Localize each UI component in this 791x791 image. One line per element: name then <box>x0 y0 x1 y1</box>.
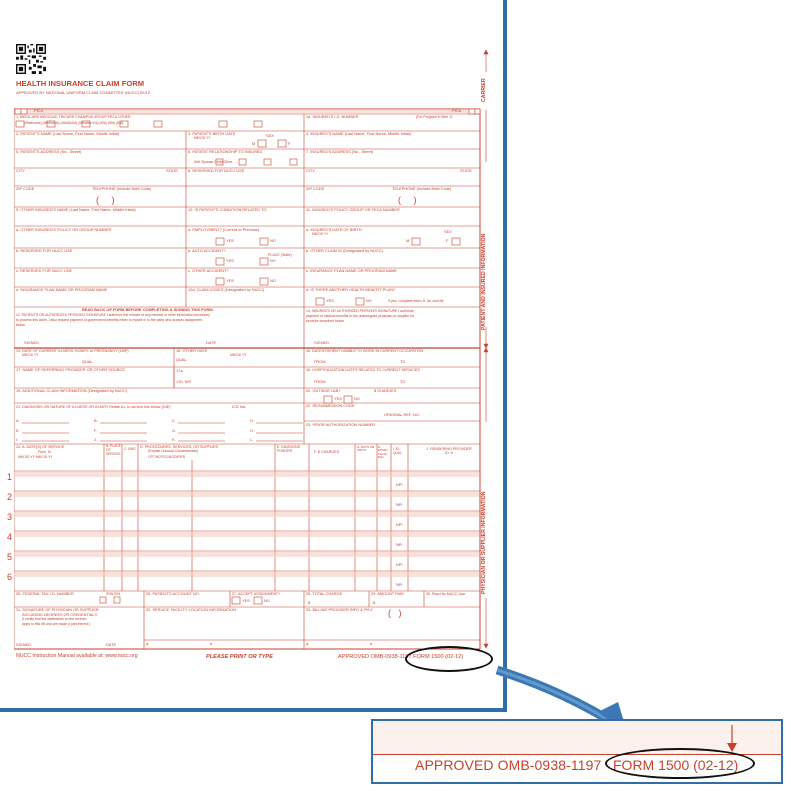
diagnosis-letter: J. <box>94 437 98 442</box>
box30-label: 30. Rsvd for NUCC Use <box>426 592 466 596</box>
diagnosis-letter: L. <box>250 437 254 442</box>
zoom-omb-number: APPROVED OMB-0938-1197 <box>415 757 602 773</box>
box3-sex: SEX <box>266 133 274 138</box>
side-physician-supplier: PHYSICIAN OR SUPPLIER INFORMATION <box>481 491 487 594</box>
box11c-label: c. INSURANCE PLAN NAME OR PROGRAM NAME <box>306 268 398 273</box>
box24e-label: E. DIAGNOSIS POINTER <box>277 445 300 453</box>
box15-date-format: MM DD YY <box>230 353 247 357</box>
box3-f: F <box>288 141 291 146</box>
pica-right: PICA <box>452 108 462 113</box>
box9c-label: c. RESERVED FOR NUCC USE <box>16 268 73 273</box>
box19-label: 19. ADDITIONAL CLAIM INFORMATION (Designated by NUCC) <box>16 388 128 393</box>
box33-parens: ( ) <box>388 608 402 618</box>
service-line-number: 5 <box>7 552 13 562</box>
box9d-label: d. INSURANCE PLAN NAME OR PROGRAM NAME <box>16 287 108 292</box>
box11a-date-format: MM DD YY <box>312 232 329 236</box>
state-right: STATE <box>460 168 472 173</box>
box14-date-format: MM DD YY <box>22 353 39 357</box>
highlight-oval-small <box>405 646 493 672</box>
box31-date: DATE <box>106 642 117 647</box>
box16-to: TO <box>400 359 406 364</box>
box18-from: FROM <box>314 379 326 384</box>
box15-qual: QUAL. <box>176 357 188 362</box>
box7-label: 7. INSURED'S ADDRESS (No., Street) <box>306 149 374 154</box>
box1-label: 1. MEDICARE MEDICAID TRICARE CHAMPVA GROUP FECA OTHER <box>16 115 131 119</box>
box33b: b. <box>370 641 374 646</box>
box29-dollar: $ <box>373 600 376 605</box>
box11a-f: F <box>446 238 449 243</box>
box17-label: 17. NAME OF REFERRING PROVIDER OR OTHER SOURCE <box>16 367 125 372</box>
zoom-form-version: FORM 1500 (02-12) <box>613 757 739 773</box>
service-line-npi: NPI <box>396 582 403 587</box>
box11b-label: b. OTHER CLAIM ID (Designated by NUCC) <box>306 248 383 253</box>
tel-right: TELEPHONE (Include Area Code) <box>392 186 452 191</box>
box27-no: NO <box>264 598 270 603</box>
box24a-label: 24. A. DATE(S) OF SERVICE <box>16 445 65 449</box>
service-line-number: 3 <box>7 512 13 522</box>
box28-dollar: $ <box>308 600 311 605</box>
service-line-number: 1 <box>7 472 13 482</box>
box20-no: NO <box>354 396 360 401</box>
box4-label: 4. INSURED'S NAME (Last Name, First Name, Middle Initial) <box>306 131 411 136</box>
box31-line2: INCLUDING DEGREES OR CREDENTIALS <box>22 613 97 617</box>
box27-yes: YES <box>242 598 250 603</box>
claim-form <box>7 42 491 673</box>
box10c-no: NO <box>270 278 276 283</box>
box22-label: 22. RESUBMISSION CODE <box>306 403 355 408</box>
highlight-oval-large <box>605 748 755 779</box>
tel-left-parens: ( ) <box>96 195 115 205</box>
box29-label: 29. AMOUNT PAID <box>371 591 404 596</box>
diagnosis-letter: B. <box>94 418 98 423</box>
box18-to: TO <box>400 379 406 384</box>
diagnosis-letter: D. <box>250 418 254 423</box>
box13-label: 13. INSURED'S OR AUTHORIZED PERSON'S SIGNATURE I authorize <box>306 309 415 313</box>
box24g-label: G. DAYS OR UNITS <box>357 445 375 453</box>
diagnosis-letter: G. <box>172 428 177 433</box>
box24b-label: B. PLACE OF SERVICE <box>106 444 121 456</box>
box10a-no: NO <box>270 238 276 243</box>
side-patient-insured: PATIENT AND INSURED INFORMATION <box>481 233 487 330</box>
box21-label: 21. DIAGNOSIS OR NATURE OF ILLNESS OR INJURY Relate A-L to service line below (24E) <box>16 405 171 409</box>
city-right: CITY <box>306 168 315 173</box>
box32b: b. <box>210 641 214 646</box>
box24a-from-to: From To <box>38 450 51 454</box>
box3-label: 3. PATIENT'S BIRTH DATE <box>188 131 236 136</box>
box16-from: FROM <box>314 359 326 364</box>
service-line-npi: NPI <box>396 522 403 527</box>
pica-left: PICA <box>34 108 44 113</box>
arrow-down-icon <box>725 725 739 753</box>
box11-label: 11. INSURED'S POLICY GROUP OR FECA NUMBER <box>306 207 400 212</box>
box15-label: 15. OTHER DATE <box>176 348 208 353</box>
box28-label: 28. TOTAL CHARGE <box>306 591 343 596</box>
tel-right-parens: ( ) <box>398 195 417 205</box>
box32-label: 32. SERVICE FACILITY LOCATION INFORMATION <box>146 607 237 612</box>
box27-label: 27. ACCEPT ASSIGNMENT? <box>232 592 281 596</box>
service-line-npi: NPI <box>396 562 403 567</box>
zoom-callout <box>371 719 783 784</box>
box11d-label: d. IS THERE ANOTHER HEALTH BENEFIT PLAN? <box>306 287 396 292</box>
box9a-label: a. OTHER INSURED'S POLICY OR GROUP NUMBER <box>16 227 112 232</box>
box11a-label: a. INSURED'S DATE OF BIRTH <box>306 227 362 232</box>
box13-line3: services described below. <box>306 319 345 323</box>
box8-label: 8. RESERVED FOR NUCC USE <box>188 168 245 173</box>
box25-label: 25. FEDERAL TAX I.D. NUMBER <box>16 591 74 596</box>
box17a-label: 17a. <box>176 368 184 373</box>
box24d-explain: (Explain Unusual Circumstances) <box>148 449 199 453</box>
form-title: HEALTH INSURANCE CLAIM FORM <box>16 79 145 88</box>
box10-label: 10. IS PATIENT'S CONDITION RELATED TO: <box>188 207 268 212</box>
box13-signed: SIGNED <box>314 340 329 345</box>
form-grid <box>14 42 491 673</box>
service-line-npi: NPI <box>396 542 403 547</box>
diagnosis-letter: E. <box>16 428 20 433</box>
box5-label: 5. PATIENT'S ADDRESS (No., Street) <box>16 149 82 154</box>
box12-line2: to process this claim. I also request payment of government benefits either to myself or to the party who accepts assignment <box>16 318 203 322</box>
box12-date: DATE <box>206 340 217 345</box>
box17b-label: 17b. NPI <box>176 379 192 384</box>
box1a-label: 1a. INSURED'S I.D. NUMBER <box>306 114 359 119</box>
box13-line2: payment of medical benefits to the undersigned physician or supplier for <box>306 314 414 318</box>
box31-label: 31. SIGNATURE OF PHYSICIAN OR SUPPLIER <box>16 608 99 612</box>
box14-qual: QUAL. <box>82 359 94 364</box>
box24i-label: I. ID. QUAL. <box>393 447 403 455</box>
read-back-notice: READ BACK OF FORM BEFORE COMPLETING & SIGNING THIS FORM. <box>82 307 214 312</box>
box2-label: 2. PATIENT'S NAME (Last Name, First Name, Middle Initial) <box>16 131 120 136</box>
tel-left: TELEPHONE (Include Area Code) <box>92 186 152 191</box>
box12-signed: SIGNED <box>24 340 39 345</box>
box31-line3: (I certify that the statements on the reverse <box>22 617 87 621</box>
box24d-cpt: CPT/HCPCS MODIFIER <box>148 455 186 459</box>
box10c-label: c. OTHER ACCIDENT? <box>188 268 229 273</box>
box10b-label: b. AUTO ACCIDENT? <box>188 248 226 253</box>
box33-label: 33. BILLING PROVIDER INFO & PH # <box>306 607 373 612</box>
city-left: CITY <box>16 168 25 173</box>
box24h-label: H. EPSDT Family Plan <box>378 445 388 460</box>
diagnosis-letter: H. <box>250 428 254 433</box>
box18-label: 18. HOSPITALIZATION DATES RELATED TO CURRENT SERVICES <box>306 368 420 372</box>
box22-original: ORIGINAL REF. NO. <box>384 412 420 417</box>
box31-signed: SIGNED <box>16 642 31 647</box>
side-carrier: CARRIER <box>481 78 487 102</box>
box20-label: 20. OUTSIDE LAB? <box>306 388 341 393</box>
box20-yes: YES <box>334 396 342 401</box>
zip-left: ZIP CODE <box>16 186 35 191</box>
footer-omb: APPROVED OMB-0938-1197 FORM 1500 (02-12) <box>338 654 464 660</box>
box11a-m: M <box>406 238 410 243</box>
box3-m: M <box>252 141 256 146</box>
box11d-no: NO <box>366 298 372 303</box>
box12-line3: below. <box>16 323 26 327</box>
box6-options: Self Spouse Child Other <box>194 160 233 164</box>
box24j-label: J. RENDERING PROVIDER ID. # <box>426 447 472 456</box>
box20-charges: $ CHARGES <box>374 388 397 393</box>
box10c-yes: YES <box>226 278 234 283</box>
box12-label: 12. PATIENT'S OR AUTHORIZED PERSON'S SIGNATURE I authorize the release of any medical or other information necessary <box>16 313 210 317</box>
box10b-yes: YES <box>226 258 234 263</box>
zoom-faint-text <box>391 729 395 747</box>
box1a-note: (For Program in Item 1) <box>416 115 453 119</box>
box31-line4: apply to this bill and are made a part thereof.) <box>22 622 91 626</box>
box10d-label: 10d. CLAIM CODES (Designated by NUCC) <box>188 287 265 292</box>
box24d-label: D. PROCEDURES, SERVICES, OR SUPPLIES <box>140 445 219 449</box>
box25-ssn-ein: SSN EIN <box>106 592 121 596</box>
box10b-place: PLACE (State) <box>268 253 292 257</box>
box32a: a. <box>146 641 150 646</box>
box11d-yes: YES <box>326 298 334 303</box>
diagnosis-letter: K. <box>172 437 176 442</box>
box3-date-format: MM DD YY <box>194 136 211 140</box>
box16-label: 16. DATES PATIENT UNABLE TO WORK IN CURRENT OCCUPATION <box>306 349 424 353</box>
box11a-sex: SEX <box>444 229 452 234</box>
box24c-label: C. EMG <box>124 447 136 451</box>
footer-print-type: PLEASE PRINT OR TYPE <box>206 654 273 660</box>
box10b-no: NO <box>270 258 276 263</box>
box21-icd: ICD Ind. <box>232 404 247 409</box>
box6-label: 6. PATIENT RELATIONSHIP TO INSURED <box>188 149 263 154</box>
box26-label: 26. PATIENT'S ACCOUNT NO. <box>146 591 200 596</box>
zip-right: ZIP CODE <box>306 186 325 191</box>
approved-by-nucc: APPROVED BY NATIONAL UNIFORM CLAIM COMMITTEE (NUCC) 02/12 <box>16 90 150 95</box>
box11d-note: If yes, complete items 9, 9a, and 9d. <box>388 299 445 303</box>
box24a-date-format: MM DD YY MM DD YY <box>18 455 53 459</box>
box10a-label: a. EMPLOYMENT? (Current or Previous) <box>188 227 260 232</box>
diagnosis-letter: F. <box>94 428 98 433</box>
service-line-npi: NPI <box>396 502 403 507</box>
footer-instruction: NUCC Instruction Manual available at: www.nucc.org <box>16 653 138 659</box>
service-line-number: 2 <box>7 492 13 502</box>
state-left: STATE <box>166 168 178 173</box>
service-line-number: 4 <box>7 532 13 542</box>
box33a: a. <box>306 641 310 646</box>
box23-label: 23. PRIOR AUTHORIZATION NUMBER <box>306 422 376 427</box>
box9b-label: b. RESERVED FOR NUCC USE <box>16 248 73 253</box>
box9-label: 9. OTHER INSURED'S NAME (Last Name, First Name, Middle Initial) <box>16 207 136 212</box>
diagnosis-letter: I. <box>16 437 19 442</box>
diagnosis-letter: A. <box>16 418 20 423</box>
service-line-npi: NPI <box>396 482 403 487</box>
box14-label: 14. DATE OF CURRENT ILLNESS, INJURY, or PREGNANCY (LMP) <box>16 349 129 353</box>
diagnosis-letter: C. <box>172 418 176 423</box>
service-line-number: 6 <box>7 572 13 582</box>
box1-sub: (Medicare#) (Medicaid#) (ID#/DoD#) (Member ID#) (ID#) (ID#) (ID#) <box>24 121 124 125</box>
box24f-label: F. $ CHARGES <box>314 450 340 454</box>
box10a-yes: YES <box>226 238 234 243</box>
